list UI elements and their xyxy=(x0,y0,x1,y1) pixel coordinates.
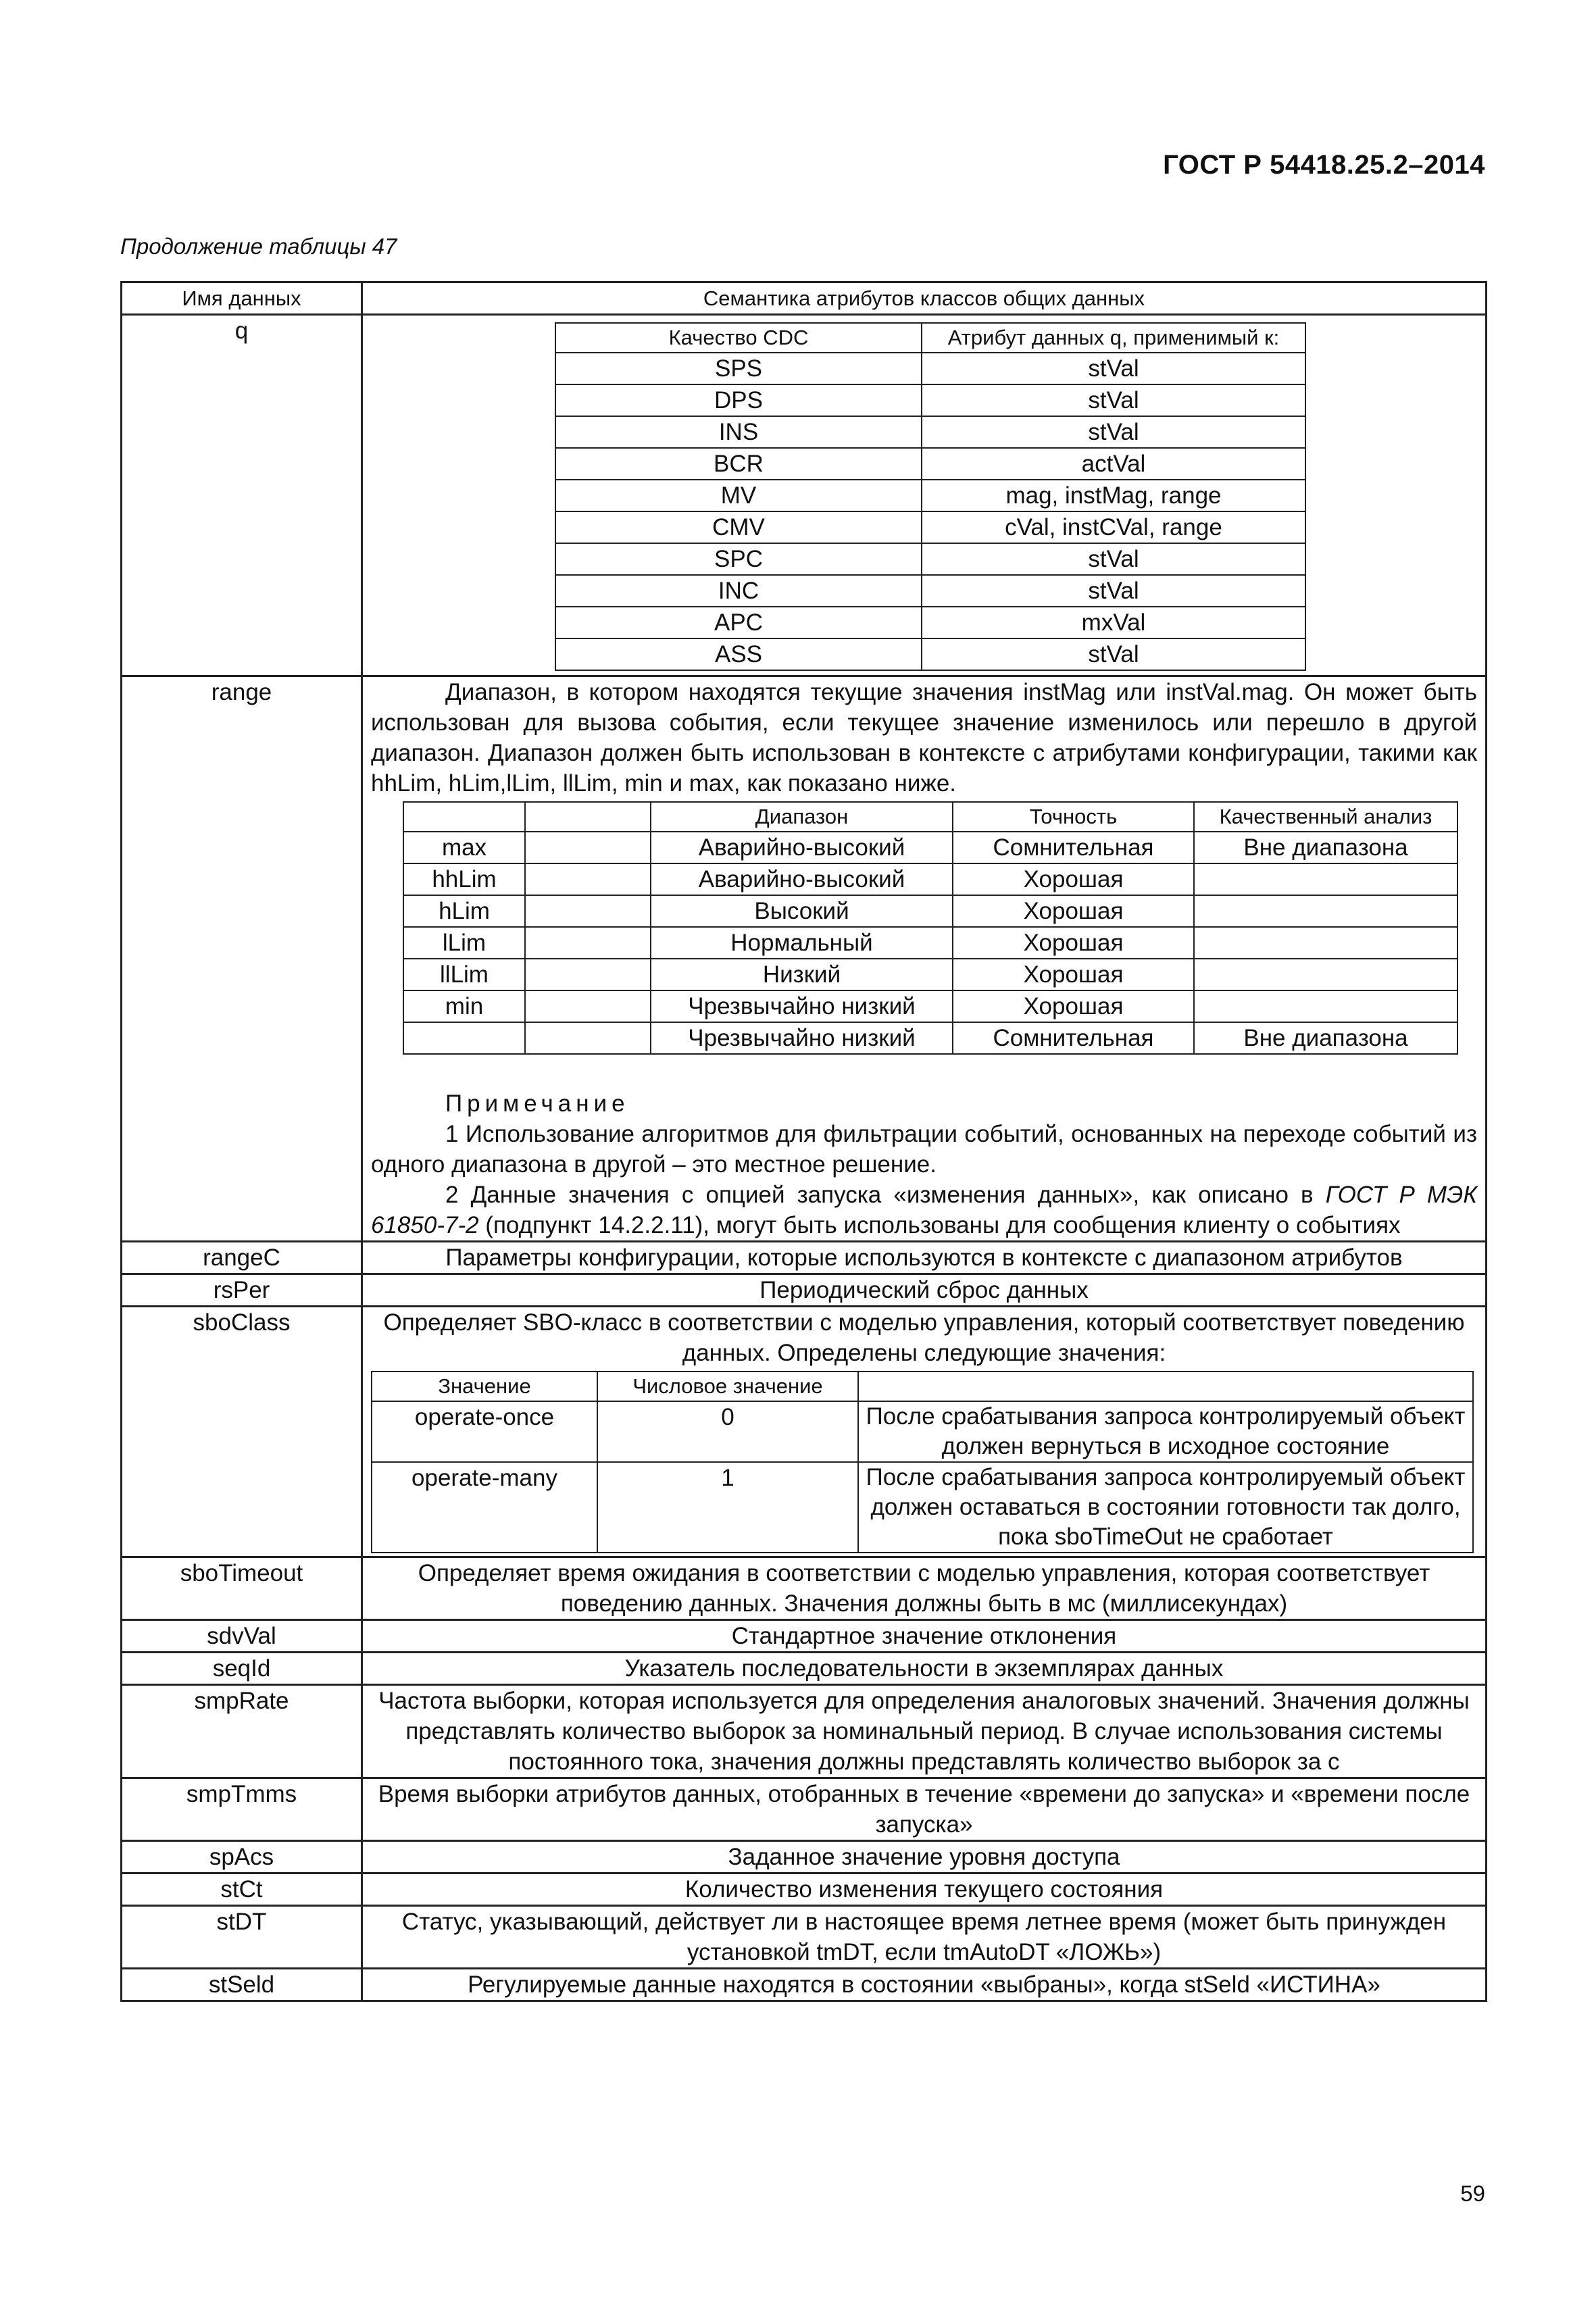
table-row-stCt xyxy=(122,1873,1487,1906)
q-attr: stVal xyxy=(922,353,1305,384)
range-accuracy: Хорошая xyxy=(953,927,1194,959)
sbo-header-row xyxy=(372,1372,1473,1401)
sbo-description: После срабатывания запроса контролируемый объект должен вернуться в исходное состояние xyxy=(858,1401,1473,1462)
range-accuracy: Сомнительная xyxy=(953,1022,1194,1054)
note-1: 1 Использование алгоритмов для фильтрации событий, основанных на переходе событий из одного диапазона в другой – это местное решение. xyxy=(371,1121,1477,1178)
row-name: rsPer xyxy=(122,1274,362,1307)
sbo-numeric: 0 xyxy=(597,1401,858,1462)
q-cdc: BCR xyxy=(555,448,922,480)
range-analysis: Вне диапазона xyxy=(1194,1022,1457,1054)
range-limit: hLim xyxy=(403,895,525,927)
range-blank xyxy=(525,863,651,895)
q-row xyxy=(555,480,1305,511)
range-level: Чрезвычайно низкий xyxy=(651,1022,953,1054)
row-name: sboTimeout xyxy=(122,1557,362,1620)
range-limit: hhLim xyxy=(403,863,525,895)
range-blank xyxy=(525,990,651,1022)
q-attr: actVal xyxy=(922,448,1305,480)
q-row xyxy=(555,638,1305,670)
table-row-range xyxy=(122,676,1487,1242)
range-limit: lLim xyxy=(403,927,525,959)
range-analysis xyxy=(1194,990,1457,1022)
note-2-reference: ГОСТ Р МЭК 61850-7-2 xyxy=(371,1182,1477,1238)
q-header-row xyxy=(555,323,1305,353)
row-description: Указатель последовательности в экземплярах данных xyxy=(362,1653,1487,1685)
q-row xyxy=(555,448,1305,480)
sbo-header-empty xyxy=(858,1372,1473,1401)
range-limit xyxy=(403,1022,525,1054)
range-level: Низкий xyxy=(651,959,953,990)
q-attr: cVal, instCVal, range xyxy=(922,511,1305,543)
range-blank xyxy=(525,927,651,959)
table-row-smpTmms xyxy=(122,1778,1487,1841)
table-row-smpRate xyxy=(122,1685,1487,1778)
range-limits-table xyxy=(403,801,1458,1055)
range-limit: min xyxy=(403,990,525,1022)
table-row-rsPer xyxy=(122,1274,1487,1307)
header-semantics: Семантика атрибутов классов общих данных xyxy=(362,282,1487,315)
sbo-row xyxy=(372,1462,1473,1553)
table-row-stDT xyxy=(122,1906,1487,1969)
q-header-attribute: Атрибут данных q, применимый к: xyxy=(922,323,1305,353)
range-level: Аварийно-высокий xyxy=(651,863,953,895)
row-description: Стандартное значение отклонения xyxy=(362,1620,1487,1653)
q-quality-table xyxy=(555,322,1306,671)
note-title: Примечание xyxy=(445,1090,630,1117)
document-standard-number: ГОСТ Р 54418.25.2–2014 xyxy=(1163,150,1485,180)
range-row xyxy=(403,990,1457,1022)
table-row-rangeC xyxy=(122,1242,1487,1274)
sbo-header-value: Значение xyxy=(372,1372,597,1401)
sboClass-description: Определяет SBO-класс в соответствии с моделью управления, который соответствует поведению данных. Определены следующие значения: xyxy=(383,1309,1465,1366)
q-attr: stVal xyxy=(922,384,1305,416)
range-header-range: Диапазон xyxy=(651,802,953,832)
range-accuracy: Хорошая xyxy=(953,863,1194,895)
row-name: sdvVal xyxy=(122,1620,362,1653)
range-analysis xyxy=(1194,895,1457,927)
q-cdc: INS xyxy=(555,416,922,448)
sbo-description: После срабатывания запроса контролируемый объект должен оставаться в состоянии готовности так долго, пока sboTimeOut не сработает xyxy=(858,1462,1473,1553)
row-description: Количество изменения текущего состояния xyxy=(362,1873,1487,1906)
q-row xyxy=(555,575,1305,607)
row-description: Частота выборки, которая используется для определения аналоговых значений. Значения должны представлять количество выборок за номинальный период. В случае использования системы постоянного тока, значения должны представлять количество выборок за с xyxy=(362,1685,1487,1778)
range-analysis xyxy=(1194,959,1457,990)
header-data-name: Имя данных xyxy=(122,282,362,315)
sbo-value: operate-once xyxy=(372,1401,597,1462)
table-row-sboTimeout xyxy=(122,1557,1487,1620)
attribute-semantics-table xyxy=(120,281,1487,2002)
table-row-seqId xyxy=(122,1653,1487,1685)
range-header-qualitative: Качественный анализ xyxy=(1194,802,1457,832)
row-name: q xyxy=(122,315,362,676)
table-row-stSeld xyxy=(122,1969,1487,2001)
row-description: Параметры конфигурации, которые используются в контексте с диапазоном атрибутов xyxy=(362,1242,1487,1274)
table-caption: Продолжение таблицы 47 xyxy=(120,234,397,259)
q-attr: stVal xyxy=(922,575,1305,607)
table-row-sdvVal xyxy=(122,1620,1487,1653)
q-attr: mxVal xyxy=(922,607,1305,638)
range-analysis xyxy=(1194,927,1457,959)
range-row xyxy=(403,895,1457,927)
note-2 xyxy=(371,1180,1477,1240)
sboClass-values-table xyxy=(371,1371,1474,1553)
row-name: seqId xyxy=(122,1653,362,1685)
q-row xyxy=(555,511,1305,543)
range-header-accuracy: Точность xyxy=(953,802,1194,832)
row-description: Заданное значение уровня доступа xyxy=(362,1841,1487,1873)
range-level: Аварийно-высокий xyxy=(651,832,953,863)
sbo-row xyxy=(372,1401,1473,1462)
q-row xyxy=(555,353,1305,384)
row-description xyxy=(362,676,1487,1242)
range-blank xyxy=(525,832,651,863)
range-accuracy: Сомнительная xyxy=(953,832,1194,863)
row-name: smpRate xyxy=(122,1685,362,1778)
range-accuracy: Хорошая xyxy=(953,895,1194,927)
range-description: Диапазон, в котором находятся текущие значения instMag или instVal.mag. Он может быть использован для вызова события, если текущее значение изменилось или перешло в другой диапазон. Диапазон должен быть использован в контексте с атрибутами конфигурации, такими как hhLim, hLim,lLim, llLim, min и max, как показано ниже. xyxy=(371,679,1477,797)
table-row-spAcs xyxy=(122,1841,1487,1873)
row-name: spAcs xyxy=(122,1841,362,1873)
q-cdc: ASS xyxy=(555,638,922,670)
row-name: range xyxy=(122,676,362,1242)
range-level: Нормальный xyxy=(651,927,953,959)
range-limit: max xyxy=(403,832,525,863)
q-cdc: MV xyxy=(555,480,922,511)
range-limit: llLim xyxy=(403,959,525,990)
range-level: Высокий xyxy=(651,895,953,927)
range-level: Чрезвычайно низкий xyxy=(651,990,953,1022)
q-cdc: CMV xyxy=(555,511,922,543)
q-cdc: SPC xyxy=(555,543,922,575)
range-blank xyxy=(525,1022,651,1054)
q-row xyxy=(555,384,1305,416)
range-accuracy: Хорошая xyxy=(953,959,1194,990)
row-name: stCt xyxy=(122,1873,362,1906)
q-row xyxy=(555,607,1305,638)
range-blank xyxy=(525,895,651,927)
row-name: rangeC xyxy=(122,1242,362,1274)
range-row xyxy=(403,959,1457,990)
row-description xyxy=(362,1307,1487,1557)
q-cdc: INC xyxy=(555,575,922,607)
range-row xyxy=(403,832,1457,863)
row-description xyxy=(362,315,1487,676)
q-row xyxy=(555,416,1305,448)
sbo-header-numeric: Числовое значение xyxy=(597,1372,858,1401)
note-2-text: 2 Данные значения с опцией запуска «изменения данных», как описано в xyxy=(445,1182,1326,1208)
row-name: stSeld xyxy=(122,1969,362,2001)
table-row-sboClass xyxy=(122,1307,1487,1557)
row-description: Периодический сброс данных xyxy=(362,1274,1487,1307)
sbo-numeric: 1 xyxy=(597,1462,858,1553)
range-header-empty xyxy=(403,802,525,832)
q-attr: stVal xyxy=(922,638,1305,670)
range-blank xyxy=(525,959,651,990)
q-attr: stVal xyxy=(922,416,1305,448)
range-analysis xyxy=(1194,863,1457,895)
range-header-row xyxy=(403,802,1457,832)
row-description: Определяет время ожидания в соответствии с моделью управления, которая соответствует поведению данных. Значения должны быть в мс (миллисекундах) xyxy=(362,1557,1487,1620)
table-header-row xyxy=(122,282,1487,315)
row-description: Статус, указывающий, действует ли в настоящее время летнее время (может быть принужден установкой tmDT, если tmAutoDT «ЛОЖЬ») xyxy=(362,1906,1487,1969)
q-row xyxy=(555,543,1305,575)
sbo-value: operate-many xyxy=(372,1462,597,1553)
row-name: smpTmms xyxy=(122,1778,362,1841)
range-accuracy: Хорошая xyxy=(953,990,1194,1022)
range-row xyxy=(403,1022,1457,1054)
range-row xyxy=(403,927,1457,959)
q-cdc: DPS xyxy=(555,384,922,416)
row-name: sboClass xyxy=(122,1307,362,1557)
row-description: Регулируемые данные находятся в состоянии «выбраны», когда stSeld «ИСТИНА» xyxy=(362,1969,1487,2001)
q-attr: mag, instMag, range xyxy=(922,480,1305,511)
range-header-empty xyxy=(525,802,651,832)
table-row-q xyxy=(122,315,1487,676)
range-row xyxy=(403,863,1457,895)
q-header-cdc: Качество CDC xyxy=(555,323,922,353)
q-cdc: SPS xyxy=(555,353,922,384)
page-number: 59 xyxy=(1460,2181,1485,2206)
row-name: stDT xyxy=(122,1906,362,1969)
q-cdc: APC xyxy=(555,607,922,638)
note-2-text-end: (подпункт 14.2.2.11), могут быть использованы для сообщения клиенту о событиях xyxy=(478,1212,1401,1238)
row-description: Время выборки атрибутов данных, отобранных в течение «времени до запуска» и «времени после запуска» xyxy=(362,1778,1487,1841)
q-attr: stVal xyxy=(922,543,1305,575)
range-analysis: Вне диапазона xyxy=(1194,832,1457,863)
